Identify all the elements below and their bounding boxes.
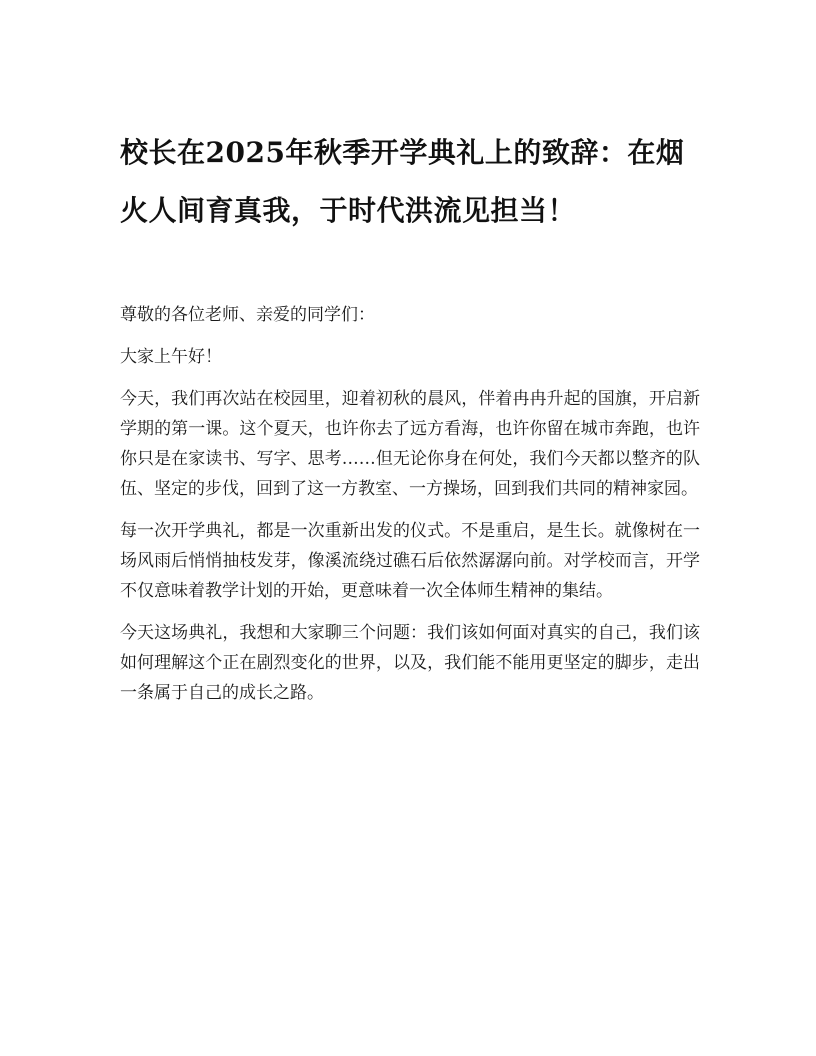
body-paragraph: 每一次开学典礼，都是一次重新出发的仪式。不是重启，是生长。就像树在一场风雨后悄悄抽枝发芽，像溪流绕过礁石后依然潺潺向前。对学校而言，开学不仅意味着教学计划的开始，更意味着一次全体师生精神的集结。: [120, 521, 700, 601]
body-paragraph: 今天这场典礼，我想和大家聊三个问题：我们该如何面对真实的自己，我们该如何理解这个正在剧烈变化的世界，以及，我们能不能用更坚定的脚步，走出一条属于自己的成长之路。: [120, 623, 700, 703]
body-paragraph: 今天，我们再次站在校园里，迎着初秋的晨风，伴着冉冉升起的国旗，开启新学期的第一课。这个夏天，也许你去了远方看海，也许你留在城市奔跑，也许你只是在家读书、写字、思考……但无论你身在何处，我们今天都以整齐的队伍、坚定的步伐，回到了这一方教室、一方操场，回到我们共同的精神家园。: [120, 389, 700, 499]
document-title: 校长在2025年秋季开学典礼上的致辞：在烟火人间育真我，于时代洪流见担当！: [120, 136, 685, 227]
greeting-paragraph: 大家上午好！: [120, 347, 222, 367]
salutation-paragraph: 尊敬的各位老师、亲爱的同学们：: [120, 305, 375, 325]
document-body: [120, 300, 700, 720]
